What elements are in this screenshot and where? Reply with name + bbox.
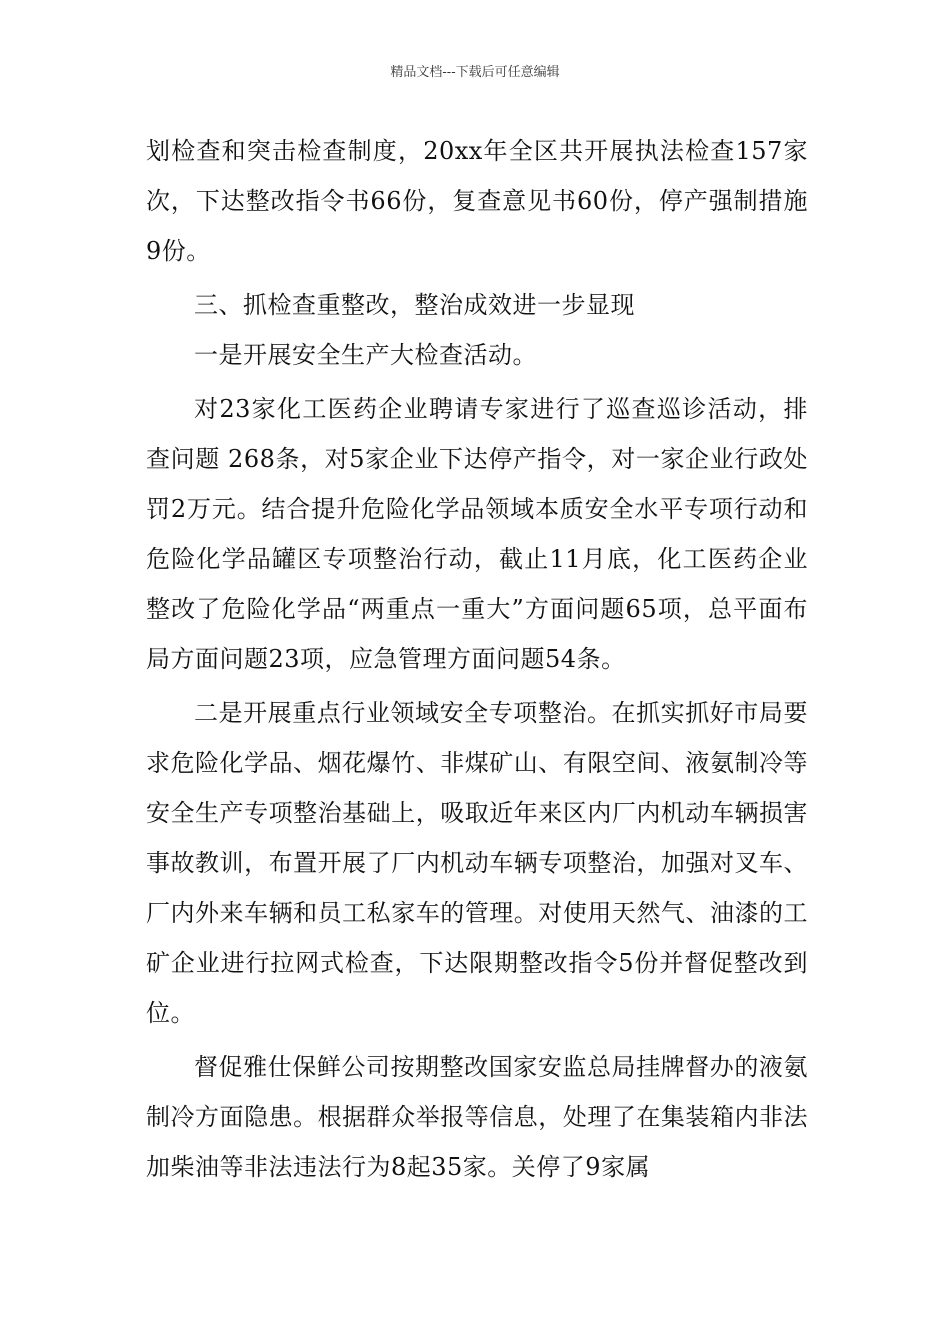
subheading-inspection: 一是开展安全生产大检查活动。 — [194, 341, 537, 369]
paragraph-chemical-enterprises: 对23家化工医药企业聘请专家进行了巡查巡诊活动，排查问题 268条，对5家企业下达停产指令，对一家企业行政处罚2万元。结合提升危险化学品领域本质安全水平专项行动和危险化学品罐区专项整治行动，截止11月底，化工医药企业整改了危险化学品“两重点一重大”方面问题65项，总平面布局方面问题23项，应急管理方面问题54条。 — [146, 395, 808, 673]
document-body — [146, 126, 808, 1192]
paragraph-special-rectification: 二是开展重点行业领域安全专项整治。在抓实抓好市局要求危险化学品、烟花爆竹、非煤矿山、有限空间、液氨制冷等安全生产专项整治基础上，吸取近年来区内厂内机动车辆损害事故教训，布置开展了厂内机动车辆专项整治，加强对叉车、厂内外来车辆和员工私家车的管理。对使用天然气、油漆的工矿企业进行拉网式检查，下达限期整改指令5份并督促整改到位。 — [146, 699, 808, 1027]
section-heading: 三、抓检查重整改，整治成效进一步显现 — [194, 291, 635, 319]
page-header: 精品文档---下载后可任意编辑 — [390, 65, 560, 80]
paragraph-supervision: 督促雅仕保鲜公司按期整改国家安监总局挂牌督办的液氨制冷方面隐患。根据群众举报等信息，处理了在集装箱内非法加柴油等非法违法行为8起35家。关停了9家属 — [146, 1053, 808, 1181]
paragraph-continuation: 划检查和突击检查制度，20xx年全区共开展执法检查157家次，下达整改指令书66份，复查意见书60份，停产强制措施9份。 — [146, 137, 808, 265]
